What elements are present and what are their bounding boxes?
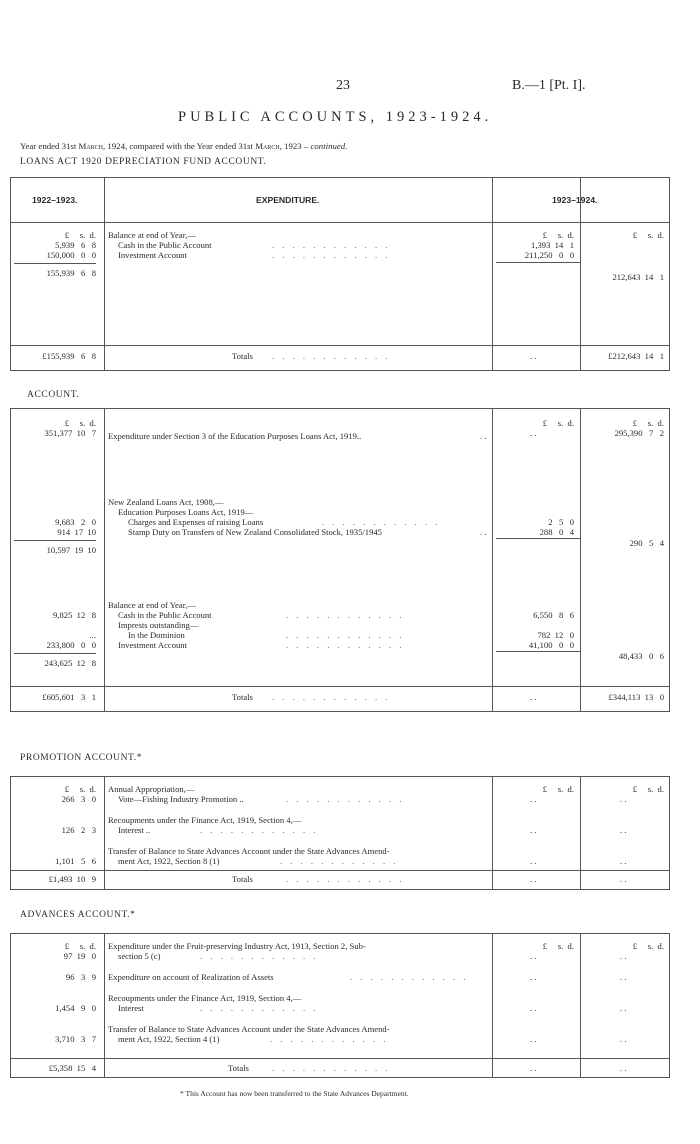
page-subtitle: Year ended 31st March, 1924, compared with the Year ended 31st March, 1923 – continued. bbox=[20, 141, 348, 151]
document-reference: B.—1 [Pt. I]. bbox=[512, 78, 586, 93]
page-title: PUBLIC ACCOUNTS, 1923-1924. bbox=[178, 109, 493, 125]
line-text: section 5 (c) bbox=[118, 951, 161, 961]
totals-label: Totals bbox=[228, 1063, 249, 1073]
amount: 212,643 14 1 bbox=[612, 272, 664, 282]
amount: 233,800 0 0 bbox=[46, 640, 96, 650]
amount: 288 0 4 bbox=[539, 527, 574, 537]
line-text: Annual Appropriation,— bbox=[108, 784, 195, 794]
total-amount: £155,939 6 8 bbox=[42, 351, 96, 361]
amount: 295,390 7 2 bbox=[614, 428, 664, 438]
amount: 1,101 5 6 bbox=[55, 856, 96, 866]
amount: 782 12 0 bbox=[537, 630, 574, 640]
line-text: Stamp Duty on Transfers of New Zealand Consolidated Stock, 1935/1945 bbox=[128, 527, 382, 537]
col-header-curr: 1923–1924. bbox=[552, 195, 598, 205]
line-text: Investment Account bbox=[118, 250, 187, 260]
amount: 155,939 6 8 bbox=[46, 268, 96, 278]
amount: 41,100 0 0 bbox=[528, 640, 574, 650]
amount: 2 5 0 bbox=[548, 517, 574, 527]
page-number: 23 bbox=[336, 78, 350, 93]
line-text: Recoupments under the Finance Act, 1919, Section 4,— bbox=[108, 993, 302, 1003]
section-title: LOANS ACT 1920 DEPRECIATION FUND ACCOUNT. bbox=[20, 157, 267, 167]
section-title: PROMOTION ACCOUNT.* bbox=[20, 753, 143, 763]
line-text: Balance at end of Year,— bbox=[108, 230, 196, 240]
line-text: Charges and Expenses of raising Loans bbox=[128, 517, 264, 527]
amount: 1,393 14 1 bbox=[531, 240, 574, 250]
line-text: Transfer of Balance to State Advances Account under the State Advances Amend- bbox=[108, 846, 390, 856]
lsd-heading: £ s. d. bbox=[64, 230, 96, 240]
line-text: Balance at end of Year,— bbox=[108, 600, 196, 610]
amount: 914 17 10 bbox=[57, 527, 96, 537]
amount: 3,710 3 7 bbox=[55, 1034, 96, 1044]
section1-table bbox=[10, 177, 670, 371]
totals-label: Totals bbox=[232, 351, 253, 361]
total-amount: £212,643 14 1 bbox=[608, 351, 664, 361]
amount: 351,377 10 7 bbox=[44, 428, 96, 438]
section-title: ACCOUNT. bbox=[27, 390, 80, 400]
amount: 1,454 9 0 bbox=[55, 1003, 96, 1013]
total-amount: £1,493 10 9 bbox=[48, 874, 96, 884]
amount: 6,550 8 6 bbox=[533, 610, 574, 620]
line-text: Expenditure under Section 3 of the Education Purposes Loans Act, 1919.. bbox=[108, 431, 362, 441]
amount: 266 3 0 bbox=[61, 794, 96, 804]
amount: 290 5 4 bbox=[629, 538, 664, 548]
line-text: Transfer of Balance to State Advances Account under the State Advances Amend- bbox=[108, 1024, 390, 1034]
col-header-prev: 1922–1923. bbox=[32, 195, 78, 205]
amount: 5,939 6 8 bbox=[55, 240, 96, 250]
totals-label: Totals bbox=[232, 692, 253, 702]
line-text: Interest bbox=[118, 1003, 144, 1013]
line-text: ment Act, 1922, Section 4 (1) bbox=[118, 1034, 220, 1044]
amount: 243,625 12 8 bbox=[44, 658, 96, 668]
total-amount: £344,113 13 0 bbox=[608, 692, 664, 702]
line-text: In the Dominion bbox=[128, 630, 185, 640]
amount: 211,250 0 0 bbox=[524, 250, 574, 260]
line-text: Cash in the Public Account bbox=[118, 240, 212, 250]
line-text: Education Purposes Loans Act, 1919— bbox=[118, 507, 254, 517]
line-text: Vote—Fishing Industry Promotion .. bbox=[118, 794, 244, 804]
line-text: ment Act, 1922, Section 8 (1) bbox=[118, 856, 220, 866]
col-header-expenditure: EXPENDITURE. bbox=[256, 195, 320, 205]
line-text: Recoupments under the Finance Act, 1919, Section 4,— bbox=[108, 815, 302, 825]
line-text: Investment Account bbox=[118, 640, 187, 650]
line-text: Interest .. bbox=[118, 825, 151, 835]
total-amount: £605,601 3 1 bbox=[42, 692, 96, 702]
line-text: New Zealand Loans Act, 1908,— bbox=[108, 497, 224, 507]
amount: 10,597 19 10 bbox=[46, 545, 96, 555]
section2-table bbox=[10, 408, 670, 712]
total-amount: £5,358 15 4 bbox=[48, 1063, 96, 1073]
line-text: Cash in the Public Account bbox=[118, 610, 212, 620]
footnote: * This Account has now been transferred to the State Advances Department. bbox=[180, 1089, 409, 1098]
totals-label: Totals bbox=[232, 874, 253, 884]
line-text: Expenditure under the Fruit-preserving Industry Act, 1913, Section 2, Sub- bbox=[108, 941, 366, 951]
amount: 9,825 12 8 bbox=[53, 610, 96, 620]
line-text: Expenditure on account of Realization of Assets bbox=[108, 972, 274, 982]
amount: ... bbox=[89, 630, 96, 640]
amount: 48,433 0 6 bbox=[618, 651, 664, 661]
amount: 96 3 9 bbox=[65, 972, 96, 982]
amount: 126 2 3 bbox=[61, 825, 96, 835]
amount: 9,683 2 0 bbox=[55, 517, 96, 527]
section-title: ADVANCES ACCOUNT.* bbox=[20, 910, 136, 920]
amount: 150,000 0 0 bbox=[46, 250, 96, 260]
section4-table bbox=[10, 933, 670, 1078]
line-text: Imprests outstanding— bbox=[118, 620, 199, 630]
amount: 97 19 0 bbox=[63, 951, 96, 961]
